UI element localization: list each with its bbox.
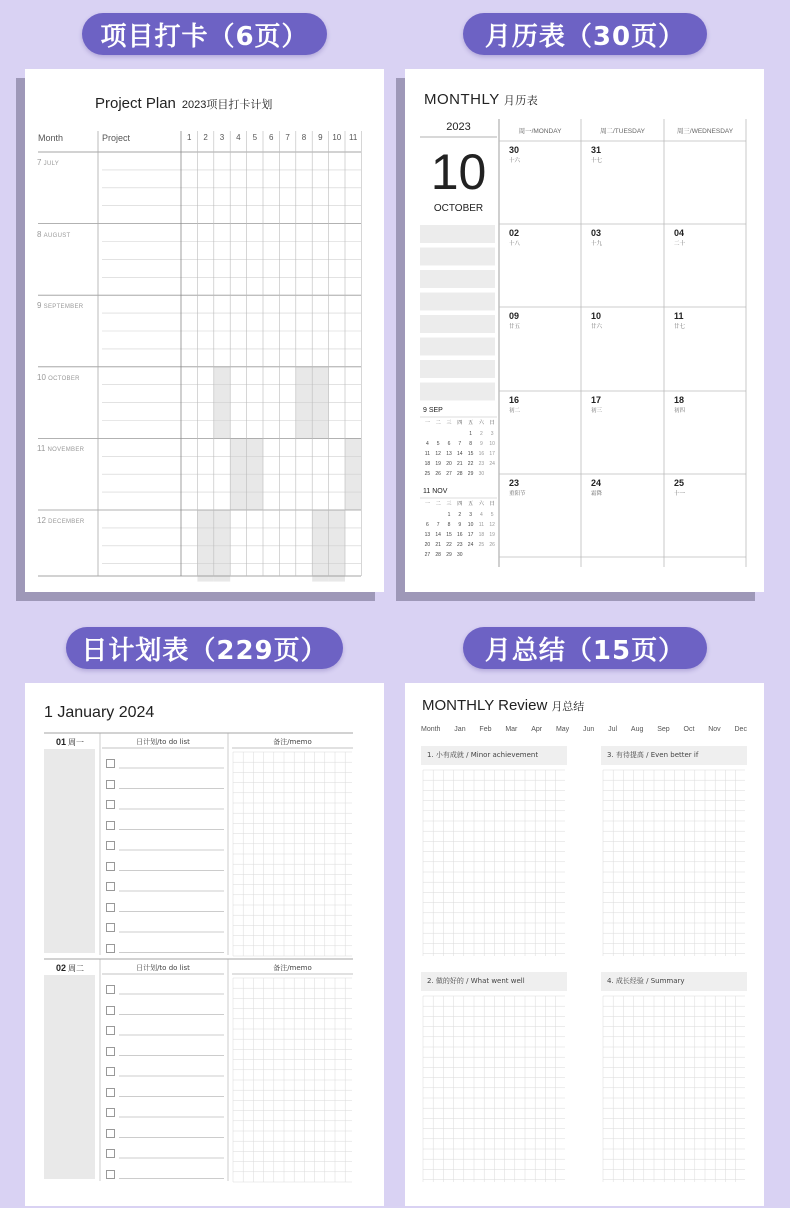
- mini-day: 11: [478, 522, 484, 528]
- todo-checkbox[interactable]: [106, 944, 115, 953]
- column-number-label: 8: [301, 133, 307, 142]
- todo-checkbox[interactable]: [106, 862, 115, 871]
- mini-day: 21: [457, 461, 463, 467]
- mini-calendar-week: [422, 552, 498, 558]
- todo-checkbox[interactable]: [106, 1026, 115, 1035]
- calendar-lunar-date: 十八: [509, 241, 521, 247]
- month-label: [37, 158, 59, 167]
- calendar-lunar-date: 廿七: [674, 324, 686, 330]
- project-header: Project: [102, 133, 131, 143]
- banner-daily-plan: 日计划表（229页）: [66, 627, 343, 669]
- month-option[interactable]: Jan: [454, 726, 466, 733]
- mini-day: [476, 552, 487, 558]
- page-title: MONTHLY 月历表: [424, 91, 539, 108]
- todo-checkbox[interactable]: [106, 1067, 115, 1076]
- column-number-label: 4: [236, 133, 241, 142]
- memo-header: 备注/memo: [273, 964, 312, 972]
- calendar-lunar-date: 霜降: [591, 491, 603, 497]
- mini-weekday: 四: [457, 420, 463, 426]
- calendar-lunar-date: 十一: [674, 491, 686, 497]
- month-option[interactable]: Nov: [708, 726, 721, 733]
- month-number: 9: [37, 301, 44, 311]
- todo-checkbox[interactable]: [106, 800, 115, 809]
- mini-day: 7: [436, 522, 440, 528]
- mini-day: 8: [469, 441, 472, 447]
- calendar-day-number: 11: [674, 311, 684, 321]
- todo-checkbox[interactable]: [106, 1047, 115, 1056]
- mini-day: [433, 512, 444, 518]
- column-number-label: 9: [318, 133, 323, 142]
- mini-day: 15: [446, 532, 452, 538]
- mini-calendar-weekdays: [422, 419, 498, 426]
- mini-day: 16: [457, 532, 463, 538]
- mini-weekday: 一: [424, 420, 430, 426]
- month-option[interactable]: Sep: [657, 726, 670, 733]
- mini-day: 5: [490, 512, 494, 518]
- mini-day: 10: [489, 441, 495, 447]
- calendar-lunar-date: 二十: [674, 241, 686, 247]
- mini-calendar-week: [422, 522, 498, 528]
- calendar-day-number: 16: [509, 395, 520, 405]
- mini-day: 26: [489, 542, 495, 548]
- calendar-day-number: 31: [591, 145, 602, 155]
- mini-day: 6: [447, 441, 451, 447]
- mini-calendar-week: [422, 431, 498, 437]
- mini-day: 25: [478, 542, 485, 548]
- mini-day: 27: [446, 471, 452, 477]
- mini-calendar-title: 11 NOV: [423, 488, 448, 495]
- mini-day: 17: [467, 532, 474, 538]
- mini-day: 22: [446, 542, 452, 548]
- project-plan-grid: [25, 69, 384, 592]
- page-title: Project Plan 2023项目打卡计划: [95, 95, 273, 112]
- mini-day: [487, 471, 498, 477]
- mini-day: 24: [489, 461, 495, 467]
- day-weekday: 周一: [68, 738, 85, 747]
- day-number: 01: [56, 737, 67, 747]
- mini-day: [487, 552, 498, 558]
- calendar-day-number: 09: [509, 311, 520, 321]
- mini-day: 12: [435, 451, 441, 457]
- calendar-lunar-date: 廿五: [509, 324, 521, 330]
- mini-day: [433, 431, 444, 437]
- mini-day: 24: [467, 542, 474, 548]
- calendar-lunar-date: 重阳节: [509, 491, 526, 497]
- mini-calendar-week: [422, 471, 498, 477]
- todo-checkbox[interactable]: [106, 1088, 115, 1097]
- day-label: [56, 737, 84, 748]
- todo-checkbox[interactable]: [106, 985, 115, 994]
- month-name: AUGUST: [43, 232, 71, 239]
- mini-weekday: 日: [489, 501, 495, 507]
- daily-plan-grid: [25, 683, 384, 1206]
- calendar-lunar-date: 初二: [509, 408, 521, 414]
- mini-weekday: 六: [478, 501, 484, 507]
- mini-day: 3: [490, 431, 494, 437]
- calendar-year: 2023: [446, 121, 471, 133]
- review-section-header: 4. 成长经验 / Summary: [601, 972, 747, 991]
- month-number: 10: [37, 372, 49, 382]
- project-plan-page: [25, 69, 384, 592]
- month-option[interactable]: Aug: [630, 726, 644, 733]
- mini-day: 6: [426, 522, 429, 528]
- todo-header: 日计划/to do list: [136, 964, 190, 972]
- calendar-day-number: 18: [674, 395, 685, 405]
- calendar-lunar-date: 廿六: [591, 324, 603, 330]
- month-name: NOVEMBER: [47, 447, 85, 454]
- mini-calendar-week: [422, 441, 498, 447]
- todo-checkbox[interactable]: [106, 1149, 115, 1158]
- mini-day: 2: [479, 431, 483, 437]
- mini-day: 29: [446, 552, 452, 558]
- mini-weekday: 三: [446, 501, 452, 507]
- mini-weekday: 二: [435, 501, 441, 507]
- calendar-day-number: 04: [674, 228, 685, 238]
- review-section-header: 1. 小有成就 / Minor achievement: [421, 746, 567, 765]
- mini-day: [465, 552, 476, 558]
- page-title: 1 January 2024: [44, 704, 155, 721]
- month-option[interactable]: Apr: [531, 726, 543, 733]
- column-number-label: 11: [349, 133, 358, 142]
- calendar-day-number: 10: [591, 311, 602, 321]
- mini-day: 23: [457, 542, 463, 548]
- daily-plan-page: [25, 683, 384, 1206]
- calendar-lunar-date: 初三: [591, 408, 603, 414]
- mini-day: 25: [424, 471, 431, 477]
- month-number: 11: [37, 444, 48, 454]
- mini-day: 11: [424, 451, 430, 457]
- mini-day: 30: [457, 552, 463, 558]
- column-number-label: 10: [332, 133, 342, 142]
- calendar-day-number: 02: [509, 228, 520, 238]
- mini-weekday: 一: [424, 501, 430, 507]
- month-name: DECEMBER: [48, 519, 85, 525]
- mini-calendar-week: [422, 461, 498, 467]
- month-option[interactable]: Dec: [734, 726, 747, 733]
- day-label: [56, 963, 84, 974]
- month-name: SEPTEMBER: [43, 304, 84, 311]
- mini-day: 4: [479, 512, 483, 518]
- month-number: 7: [37, 158, 44, 167]
- calendar-lunar-date: 初四: [674, 408, 686, 414]
- mini-day: 28: [457, 471, 463, 477]
- month-label: [37, 516, 85, 525]
- month-label: [37, 301, 83, 310]
- mini-day: 23: [478, 461, 485, 467]
- month-option[interactable]: May: [555, 726, 570, 733]
- mini-weekday: 五: [468, 501, 474, 507]
- calendar-month-number: 10: [430, 144, 487, 200]
- mini-day: 19: [435, 461, 441, 467]
- mini-weekday: 二: [435, 420, 441, 426]
- mini-day: 14: [435, 532, 441, 538]
- todo-checkbox[interactable]: [106, 759, 115, 768]
- mini-day: [454, 431, 465, 437]
- calendar-day-number: 30: [509, 145, 520, 155]
- month-label: Month: [421, 726, 441, 733]
- mini-day: [422, 512, 433, 518]
- column-number-label: 3: [219, 133, 225, 142]
- weekday-header: 周三/WEDNESDAY: [676, 128, 734, 135]
- mini-day: 7: [458, 441, 462, 447]
- mini-day: 10: [467, 522, 474, 528]
- todo-checkbox[interactable]: [106, 1129, 115, 1138]
- mini-day: 29: [467, 471, 474, 477]
- todo-checkbox[interactable]: [106, 821, 115, 830]
- mini-weekday: 日: [489, 420, 495, 426]
- todo-checkbox[interactable]: [106, 903, 115, 912]
- calendar-day-number: 17: [591, 395, 602, 405]
- mini-day: 17: [489, 451, 495, 457]
- mini-day: 18: [478, 532, 485, 538]
- todo-header: 日计划/to do list: [136, 738, 190, 746]
- month-number: 8: [37, 229, 44, 239]
- todo-checkbox[interactable]: [106, 1006, 115, 1015]
- weekday-header: 周二/TUESDAY: [599, 128, 646, 135]
- column-number-label: 2: [203, 133, 208, 142]
- banner-project-plan: 项目打卡（6页）: [82, 13, 327, 55]
- calendar-month-name: OCTOBER: [433, 203, 484, 214]
- calendar-day-number: 25: [674, 478, 685, 488]
- mini-day: 20: [424, 542, 431, 548]
- mini-day: [422, 431, 433, 437]
- todo-checkbox[interactable]: [106, 780, 115, 789]
- mini-day: 2: [458, 512, 462, 518]
- memo-header: 备注/memo: [273, 738, 312, 746]
- mini-day: 22: [467, 461, 474, 467]
- review-section-header: 3. 有待提高 / Even better if: [601, 746, 747, 765]
- todo-checkbox[interactable]: [106, 882, 115, 891]
- monthly-review-page: [405, 683, 764, 1206]
- monthly-calendar-page: [405, 69, 764, 592]
- mini-day: 1: [469, 431, 472, 437]
- mini-day: 28: [435, 552, 441, 558]
- month-label: [37, 373, 80, 382]
- calendar-lunar-date: 十七: [591, 158, 603, 164]
- mini-day: 1: [447, 512, 451, 518]
- banner-monthly-calendar: 月历表（30页）: [463, 13, 707, 55]
- column-number-label: 1: [186, 133, 192, 142]
- month-label: [37, 230, 70, 239]
- mini-day: 20: [446, 461, 452, 467]
- month-name: OCTOBER: [48, 375, 80, 382]
- column-number-label: 6: [268, 133, 274, 142]
- month-header: Month: [38, 133, 64, 143]
- mini-day: 13: [424, 532, 431, 538]
- todo-checkbox[interactable]: [106, 923, 115, 932]
- month-label: [37, 444, 84, 453]
- mini-calendar-week: [422, 512, 498, 518]
- month-option[interactable]: Feb: [479, 726, 492, 733]
- month-option[interactable]: Jun: [583, 726, 595, 733]
- mini-day: 13: [446, 451, 452, 457]
- mini-calendar-weekdays: [422, 500, 498, 507]
- mini-calendar-week: [422, 532, 498, 538]
- calendar-day-number: 23: [509, 478, 520, 488]
- mini-day: 3: [469, 512, 472, 518]
- mini-day: 27: [424, 552, 431, 558]
- day-weekday: 周二: [68, 964, 85, 973]
- calendar-day-number: 24: [591, 478, 602, 488]
- banner-monthly-review: 月总结（15页）: [463, 627, 707, 669]
- mini-day: 9: [479, 441, 483, 447]
- mini-day: 14: [457, 451, 463, 457]
- todo-checkbox[interactable]: [106, 1170, 115, 1179]
- mini-day: 19: [489, 532, 495, 538]
- column-number-label: 5: [252, 133, 258, 142]
- mini-day: 9: [458, 522, 462, 528]
- month-option[interactable]: Oct: [683, 726, 695, 733]
- mini-day: 12: [489, 522, 495, 528]
- mini-weekday: 三: [446, 420, 452, 426]
- mini-weekday: 六: [478, 420, 484, 426]
- calendar-lunar-date: 十六: [509, 158, 521, 164]
- mini-day: 26: [435, 471, 441, 477]
- mini-day: 5: [436, 441, 440, 447]
- mini-calendar-title: 9 SEP: [423, 407, 443, 414]
- review-section-header: 2. 做的好的 / What went well: [421, 972, 567, 991]
- calendar-day-number: 03: [591, 228, 602, 238]
- month-option[interactable]: Jul: [608, 726, 618, 733]
- todo-checkbox[interactable]: [106, 1108, 115, 1117]
- mini-weekday: 五: [468, 420, 474, 426]
- mini-day: [444, 431, 455, 437]
- mini-day: 15: [467, 451, 474, 457]
- month-name: JULY: [43, 161, 60, 167]
- mini-day: 8: [447, 522, 451, 528]
- page-title: MONTHLY Review 月总结: [422, 697, 585, 714]
- mini-day: 18: [424, 461, 431, 467]
- mini-calendar-week: [422, 542, 498, 548]
- day-number: 02: [56, 963, 67, 973]
- mini-day: 4: [426, 441, 429, 447]
- todo-checkbox[interactable]: [106, 841, 115, 850]
- column-number-label: 7: [285, 133, 290, 142]
- mini-day: 21: [435, 542, 441, 548]
- calendar-lunar-date: 十九: [591, 241, 603, 247]
- month-number: 12: [37, 516, 49, 525]
- month-option[interactable]: Mar: [505, 726, 518, 733]
- mini-calendar-week: [422, 451, 498, 457]
- weekday-header: 周一/MONDAY: [518, 128, 562, 135]
- mini-weekday: 四: [457, 501, 463, 507]
- mini-day: 30: [478, 471, 485, 477]
- mini-day: 16: [478, 451, 485, 457]
